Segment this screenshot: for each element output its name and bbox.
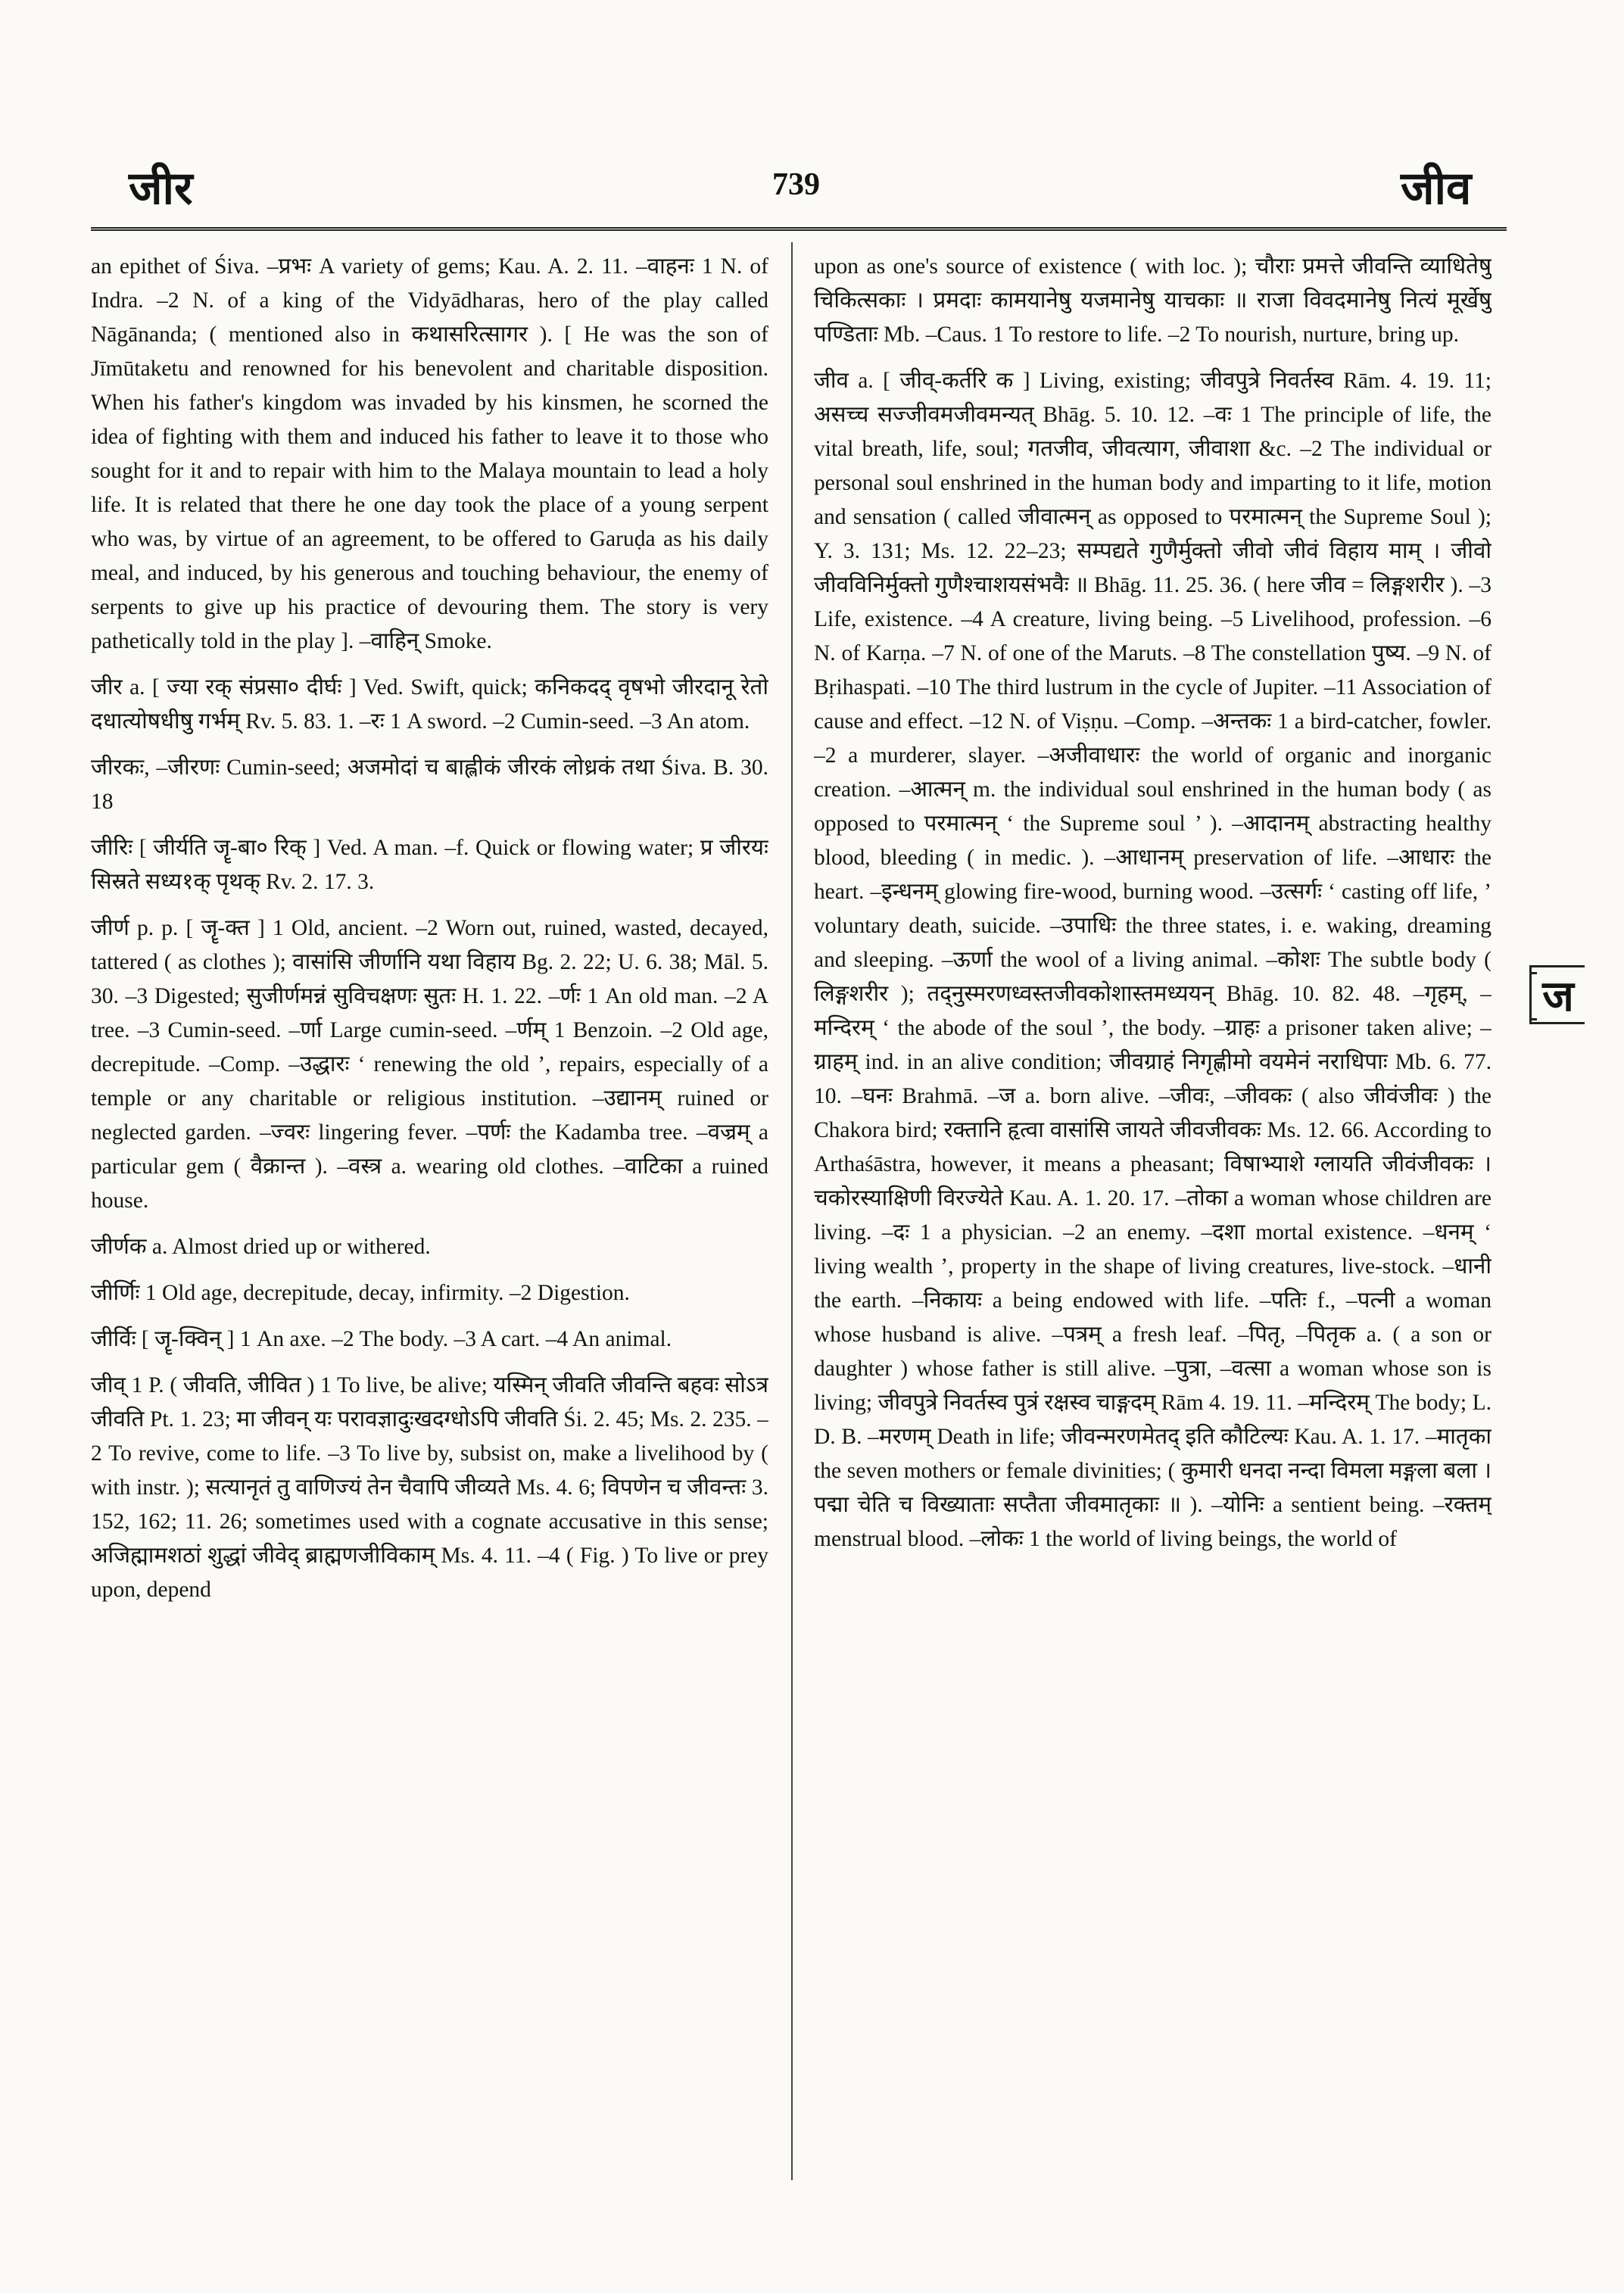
dictionary-entry: जीर्णिः 1 Old age, decrepitude, decay, infirmity. –2 Digestion. bbox=[91, 1281, 630, 1305]
dictionary-entry: जीर्णक a. Almost dried up or withered. bbox=[91, 1235, 431, 1259]
running-headword-right: जीव bbox=[1401, 162, 1472, 215]
dictionary-entry: जीर्ण p. p. [ जॄ-क्त ] 1 Old, ancient. –2 Worn out, ruined, wasted, decayed, tattered ( as clothes ); वासांसि जीर्णानि यथा विहाय Bg. 2. 22; U. 6. 38; Māl. 5. 30. –3 Digested; सुजीर्णमन्नं सुविचक्षणः सुतः H. 1. 22. –र्णः 1 An old man. –2 A tree. –3 Cumin-seed. –र्णा Large cumin-seed. –र्णम् 1 Benzoin. –2 Old age, decrepitude. –Comp. –उद्धारः ‘ renewing the old ’, repairs, especially of a temple or any charitable or religious institution. –उद्यानम् ruined or neglected garden. –ज्वरः lingering fever. –पर्णः the Kadamba tree. –वज्रम् a particular gem ( वैक्रान्त ). –वस्त्र a. wearing old clothes. –वाटिका a ruined house. bbox=[91, 916, 768, 1213]
thumb-index-tab: ज bbox=[1529, 965, 1585, 1024]
header-rule bbox=[91, 227, 1507, 231]
dictionary-entry: जीव a. [ जीव्-कर्तरि क ] Living, existing; जीवपुत्रे निवर्तस्व Rām. 4. 19. 11; असच्च सज्जीवमजीवमन्यत् Bhāg. 5. 10. 12. –वः 1 The principle of life, the vital breath, life, soul; गतजीव, जीवत्याग, जीवाशा &c. –2 The individual or personal soul enshrined in the human body and imparting to it life, motion and sensation ( called जीवात्मन् as opposed to परमात्मन् the Supreme Soul ); Y. 3. 131; Ms. 12. 22–23; सम्पद्यते गुणैर्मुक्तो जीवो जीवं विहाय माम् । जीवो जीवविनिर्मुक्तो गुणैश्चाशयसंभवैः ॥ Bhāg. 11. 25. 36. ( here जीव = लिङ्गशरीर ). –3 Life, existence. –4 A creature, living being. –5 Livelihood, profession. –6 N. of Karṇa. –7 N. of one of the Maruts. –8 The constellation पुष्य. –9 N. of Bṛihaspati. –10 The third lustrum in the cycle of Jupiter. –11 Association of cause and effect. –12 N. of Viṣṇu. –Comp. –अन्तकः 1 a bird-catcher, fowler. –2 a murderer, slayer. –अजीवाधारः the world of organic and inorganic creation. –आत्मन् m. the individual soul enshrined in the human body ( as opposed to परमात्मन् ‘ the Supreme soul ’ ). –आदानम् abstracting healthy blood, bleeding ( in medic. ). –आधानम् preservation of life. –आधारः the heart. –इन्धनम् glowing fire-wood, burning wood. –उत्सर्गः ‘ casting off life, ’ voluntary death, suicide. –उपाधिः the three states, i. e. waking, dreaming and sleeping. –ऊर्णा the wool of a living animal. –कोशः The subtle body ( लिङ्गशरीर ); तद्नुस्मरणध्वस्तजीवकोशास्तमध्ययन् Bhāg. 10. 82. 48. –गृहम्, –मन्दिरम् ‘ the abode of the soul ’, the body. –ग्राहः a prisoner taken alive; –ग्राहम् ind. in an alive condition; जीवग्राहं निगृह्णीमो वयमेनं नराधिपाः Mb. 6. 77. 10. –घनः Brahmā. –ज a. born alive. –जीवः, –जीवकः ( also जीवंजीवः ) the Chakora bird; रक्तानि हृत्वा वासांसि जायते जीवजीवकः Ms. 12. 66. According to Arthaśāstra, however, it means a pheasant; विषाभ्याशे ग्लायति जीवंजीवकः । चकोरस्याक्षिणी विरज्येते Kau. A. 1. 20. 17. –तोका a woman whose children are living. –दः 1 a physician. –2 an enemy. –दशा mortal existence. –धनम् ‘ living wealth ’, property in the shape of living creatures, live-stock. –धानी the earth. –निकायः a being endowed with life. –पतिः f., –पत्नी a woman whose husband is alive. –पत्रम् a fresh leaf. –पितृ, –पितृक a. ( a son or daughter ) whose father is still alive. –पुत्रा, –वत्सा a woman whose son is living; जीवपुत्रे निवर्तस्व पुत्रं रक्षस्व चाङ्गदम् Rām 4. 19. 11. –मन्दिरम् The body; L. D. B. –मरणम् Death in life; जीवन्मरणमेतद् इति कौटिल्यः Kau. A. 1. 17. –मातृका the seven mothers or female divinities; ( कुमारी धनदा नन्दा विमला मङ्गला बला । पद्मा चेति च विख्याताः सप्तैता जीवमातृकाः ॥ ). –योनिः a sentient being. –रक्तम् menstrual blood. –लोकः 1 the world of living beings, the world of bbox=[814, 369, 1492, 1551]
running-headword-left: जीर bbox=[129, 162, 193, 215]
column-divider bbox=[791, 242, 793, 2180]
dictionary-entry: जीरकः, –जीरणः Cumin-seed; अजमोदां च बाह्लीकं जीरकं लोध्रकं तथा Śiva. B. 30. 18 bbox=[91, 756, 768, 814]
page-number: 739 bbox=[772, 167, 820, 202]
dictionary-entry: जीव् 1 P. ( जीवति, जीवित ) 1 To live, be alive; यस्मिन् जीवति जीवन्ति बहवः सोऽत्र जीवति Pt. 1. 23; मा जीवन् यः परावज्ञादुःखदग्धोऽपि जीवति Śi. 2. 45; Ms. 2. 235. –2 To revive, come to life. –3 To live by, subsist on, make a livelihood by ( with instr. ); सत्यानृतं तु वाणिज्यं तेन चैवापि जीव्यते Ms. 4. 6; विपणेन च जीवन्तः 3. 152, 162; 11. 26; sometimes used with a cognate accusative in this sense; अजिह्मामशठां शुद्धां जीवेद् ब्राह्मणजीविकाम् Ms. 4. 11. –4 ( Fig. ) To live or prey upon, depend bbox=[91, 1373, 768, 1602]
page-header bbox=[0, 0, 1624, 235]
dictionary-entry: an epithet of Śiva. –प्रभः A variety of gems; Kau. A. 2. 11. –वाहनः 1 N. of Indra. –2 N. of a king of the Vidyādharas, hero of the play called Nāgānanda; ( mentioned also in कथासरित्सागर ). [ He was the son of Jīmūtaketu and renowned for his benevolent and charitable disposition. When his father's kingdom was invaded by his kinsmen, he scorned the idea of fighting with them and induced his father to leave it to those who sought for it and to repair with him to the Malaya mountain to lead a holy life. It is related that there he one day took the place of a young serpent who was, by virtue of an agreement, to be offered to Garuḍa as his daily meal, and induced, by his generous and touching behaviour, the enemy of serpents to give up his practice of devouring them. The story is very pathetically told in the play ]. –वाहिन् Smoke. bbox=[91, 254, 768, 653]
right-column bbox=[814, 250, 1492, 2188]
dictionary-entry: upon as one's source of existence ( with loc. ); चौराः प्रमत्ते जीवन्ति व्याधितेषु चिकित्सकाः । प्रमदाः कामयानेषु यजमानेषु याचकाः ॥ राजा विवदमानेषु नित्यं मूर्खेषु पण्डिताः Mb. –Caus. 1 To restore to life. –2 To nourish, nurture, bring up. bbox=[814, 254, 1492, 347]
left-column bbox=[91, 250, 768, 2188]
dictionary-entry: जीर्विः [ जॄ-क्विन् ] 1 An axe. –2 The body. –3 A cart. –4 An animal. bbox=[91, 1327, 672, 1351]
dictionary-entry: जीरिः [ जीर्यति जॄ-बा० रिक् ] Ved. A man. –f. Quick or flowing water; प्र जीरयः सिस्रते सध्य१क् पृथक् Rv. 2. 17. 3. bbox=[91, 836, 768, 894]
dictionary-entry: जीर a. [ ज्या रक् संप्रसा० दीर्घः ] Ved. Swift, quick; कनिकदद् वृषभो जीरदानू रेतो दधात्योषधीषु गर्भम् Rv. 5. 83. 1. –रः 1 A sword. –2 Cumin-seed. –3 An atom. bbox=[91, 675, 768, 734]
